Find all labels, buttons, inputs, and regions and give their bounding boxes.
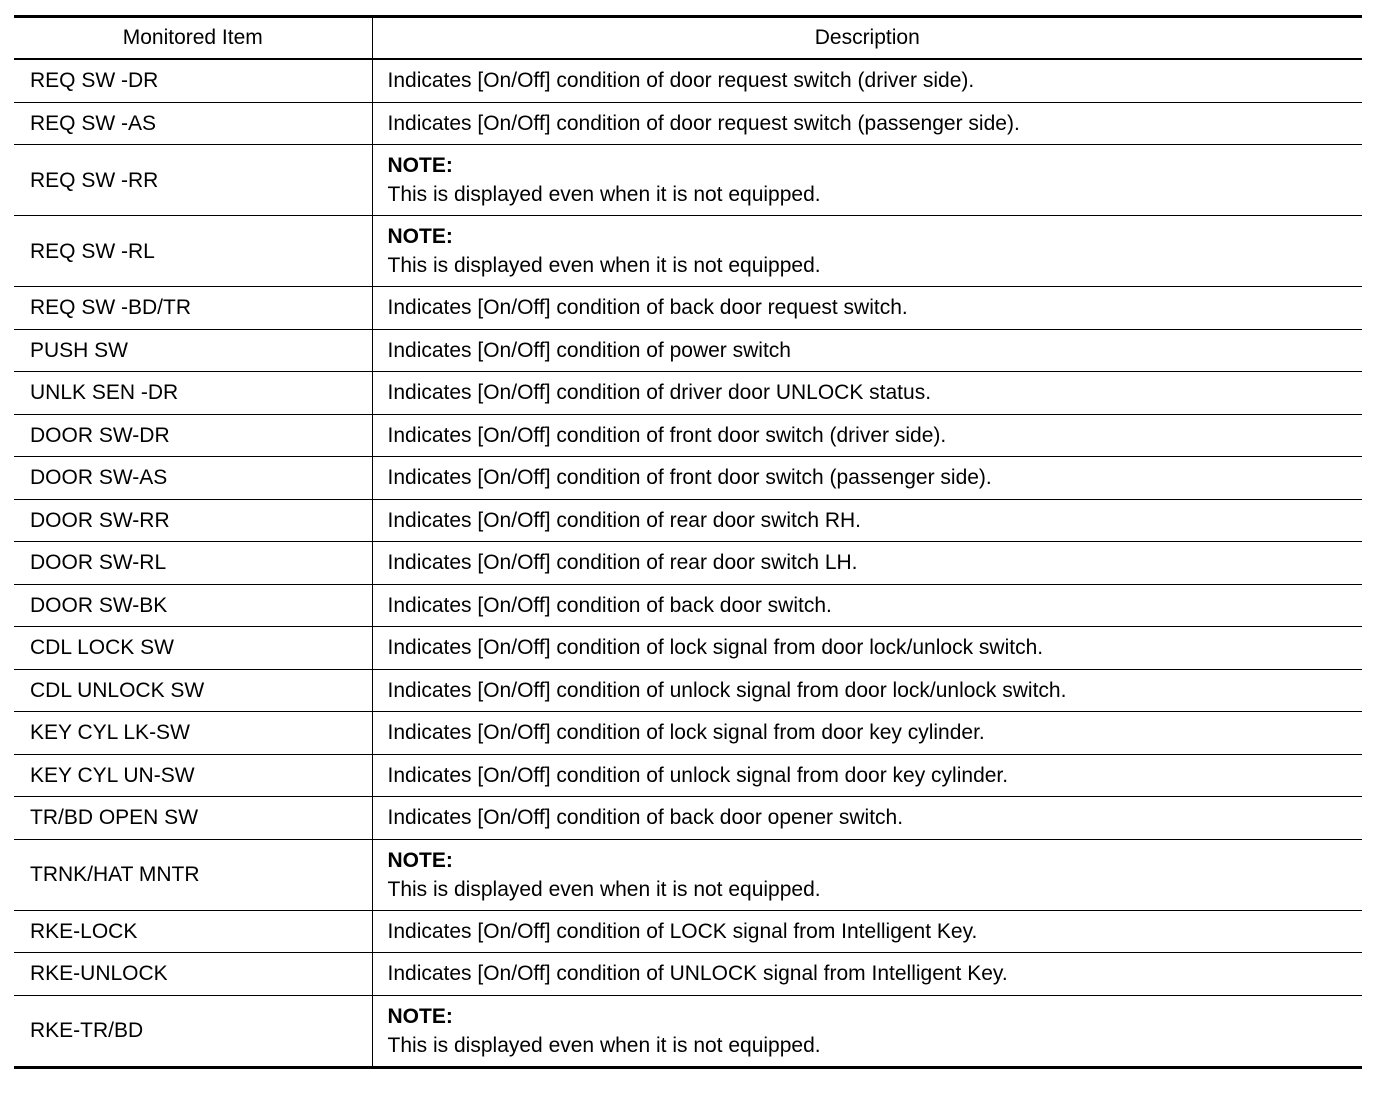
description-cell: Indicates [On/Off] condition of unlock signal from door lock/unlock switch. bbox=[372, 669, 1362, 712]
monitored-item-cell: REQ SW -BD/TR bbox=[14, 287, 372, 330]
description-cell: Indicates [On/Off] condition of driver door UNLOCK status. bbox=[372, 372, 1362, 415]
table-header-row bbox=[14, 17, 1362, 60]
description-cell: Indicates [On/Off] condition of rear door switch LH. bbox=[372, 542, 1362, 585]
table-row bbox=[14, 414, 1362, 457]
note-text: This is displayed even when it is not equipped. bbox=[387, 1033, 821, 1057]
monitored-item-cell: RKE-UNLOCK bbox=[14, 953, 372, 996]
table-row bbox=[14, 584, 1362, 627]
monitored-item-cell: DOOR SW-RL bbox=[14, 542, 372, 585]
monitored-item-cell: RKE-LOCK bbox=[14, 910, 372, 953]
note-label: NOTE: bbox=[387, 225, 453, 248]
header-description: Description bbox=[372, 17, 1362, 60]
note-label: NOTE: bbox=[387, 154, 453, 177]
note-label: NOTE: bbox=[387, 848, 453, 872]
monitored-item-cell: DOOR SW-AS bbox=[14, 457, 372, 500]
description-cell: Indicates [On/Off] condition of lock signal from door lock/unlock switch. bbox=[372, 627, 1362, 670]
monitored-item-cell: DOOR SW-DR bbox=[14, 414, 372, 457]
table-row bbox=[14, 953, 1362, 996]
description-cell bbox=[372, 995, 1362, 1067]
note-text: This is displayed even when it is not equipped. bbox=[387, 183, 821, 206]
monitored-item-cell: CDL LOCK SW bbox=[14, 627, 372, 670]
description-cell: Indicates [On/Off] condition of power switch bbox=[372, 329, 1362, 372]
monitored-item-cell: DOOR SW-RR bbox=[14, 499, 372, 542]
table-row bbox=[14, 102, 1362, 145]
description-cell: Indicates [On/Off] condition of LOCK signal from Intelligent Key. bbox=[372, 910, 1362, 953]
monitored-items-table bbox=[14, 15, 1362, 1069]
description-cell: Indicates [On/Off] condition of front door switch (driver side). bbox=[372, 414, 1362, 457]
header-monitored-item: Monitored Item bbox=[14, 17, 372, 60]
description-cell bbox=[372, 145, 1362, 216]
table-row bbox=[14, 797, 1362, 840]
description-cell: Indicates [On/Off] condition of door request switch (driver side). bbox=[372, 59, 1362, 102]
table-row bbox=[14, 712, 1362, 755]
description-cell: Indicates [On/Off] condition of UNLOCK signal from Intelligent Key. bbox=[372, 953, 1362, 996]
description-cell: Indicates [On/Off] condition of back door switch. bbox=[372, 584, 1362, 627]
table-row bbox=[14, 499, 1362, 542]
table-row bbox=[14, 59, 1362, 102]
description-cell bbox=[372, 839, 1362, 910]
table-row bbox=[14, 995, 1362, 1067]
table-row bbox=[14, 627, 1362, 670]
table-row bbox=[14, 457, 1362, 500]
monitored-item-cell: REQ SW -DR bbox=[30, 69, 159, 93]
monitored-item-cell: KEY CYL LK-SW bbox=[14, 712, 372, 755]
description-cell: Indicates [On/Off] condition of rear door switch RH. bbox=[372, 499, 1362, 542]
monitored-item-cell: REQ SW -RR bbox=[14, 145, 372, 216]
description-cell: Indicates [On/Off] condition of front door switch (passenger side). bbox=[372, 457, 1362, 500]
monitored-item-cell: PUSH SW bbox=[14, 329, 372, 372]
monitored-item-cell: REQ SW -AS bbox=[14, 102, 372, 145]
table-row bbox=[14, 287, 1362, 330]
table-row bbox=[14, 542, 1362, 585]
table-row bbox=[14, 372, 1362, 415]
table-row bbox=[14, 329, 1362, 372]
description-cell: Indicates [On/Off] condition of back door opener switch. bbox=[372, 797, 1362, 840]
description-cell: Indicates [On/Off] condition of door request switch (passenger side). bbox=[372, 102, 1362, 145]
table-row bbox=[14, 754, 1362, 797]
note-text: This is displayed even when it is not equipped. bbox=[387, 254, 821, 277]
description-cell: Indicates [On/Off] condition of lock signal from door key cylinder. bbox=[372, 712, 1362, 755]
monitored-item-cell: DOOR SW-BK bbox=[14, 584, 372, 627]
table-row bbox=[14, 839, 1362, 910]
table-row bbox=[14, 145, 1362, 216]
note-text: This is displayed even when it is not equipped. bbox=[387, 877, 821, 901]
description-cell bbox=[372, 216, 1362, 287]
monitored-item-cell: REQ SW -RL bbox=[14, 216, 372, 287]
table-body bbox=[14, 59, 1362, 1067]
monitored-item-cell: TRNK/HAT MNTR bbox=[14, 839, 372, 910]
table-row bbox=[14, 910, 1362, 953]
description-cell: Indicates [On/Off] condition of unlock signal from door key cylinder. bbox=[372, 754, 1362, 797]
monitored-item-cell: UNLK SEN -DR bbox=[14, 372, 372, 415]
monitored-item-cell: RKE-TR/BD bbox=[14, 995, 372, 1067]
table-row bbox=[14, 669, 1362, 712]
description-cell: Indicates [On/Off] condition of back door request switch. bbox=[372, 287, 1362, 330]
monitored-item-cell: CDL UNLOCK SW bbox=[14, 669, 372, 712]
monitored-item-cell: KEY CYL UN-SW bbox=[14, 754, 372, 797]
monitored-item-cell: TR/BD OPEN SW bbox=[14, 797, 372, 840]
table-row bbox=[14, 216, 1362, 287]
note-label: NOTE: bbox=[387, 1004, 453, 1028]
